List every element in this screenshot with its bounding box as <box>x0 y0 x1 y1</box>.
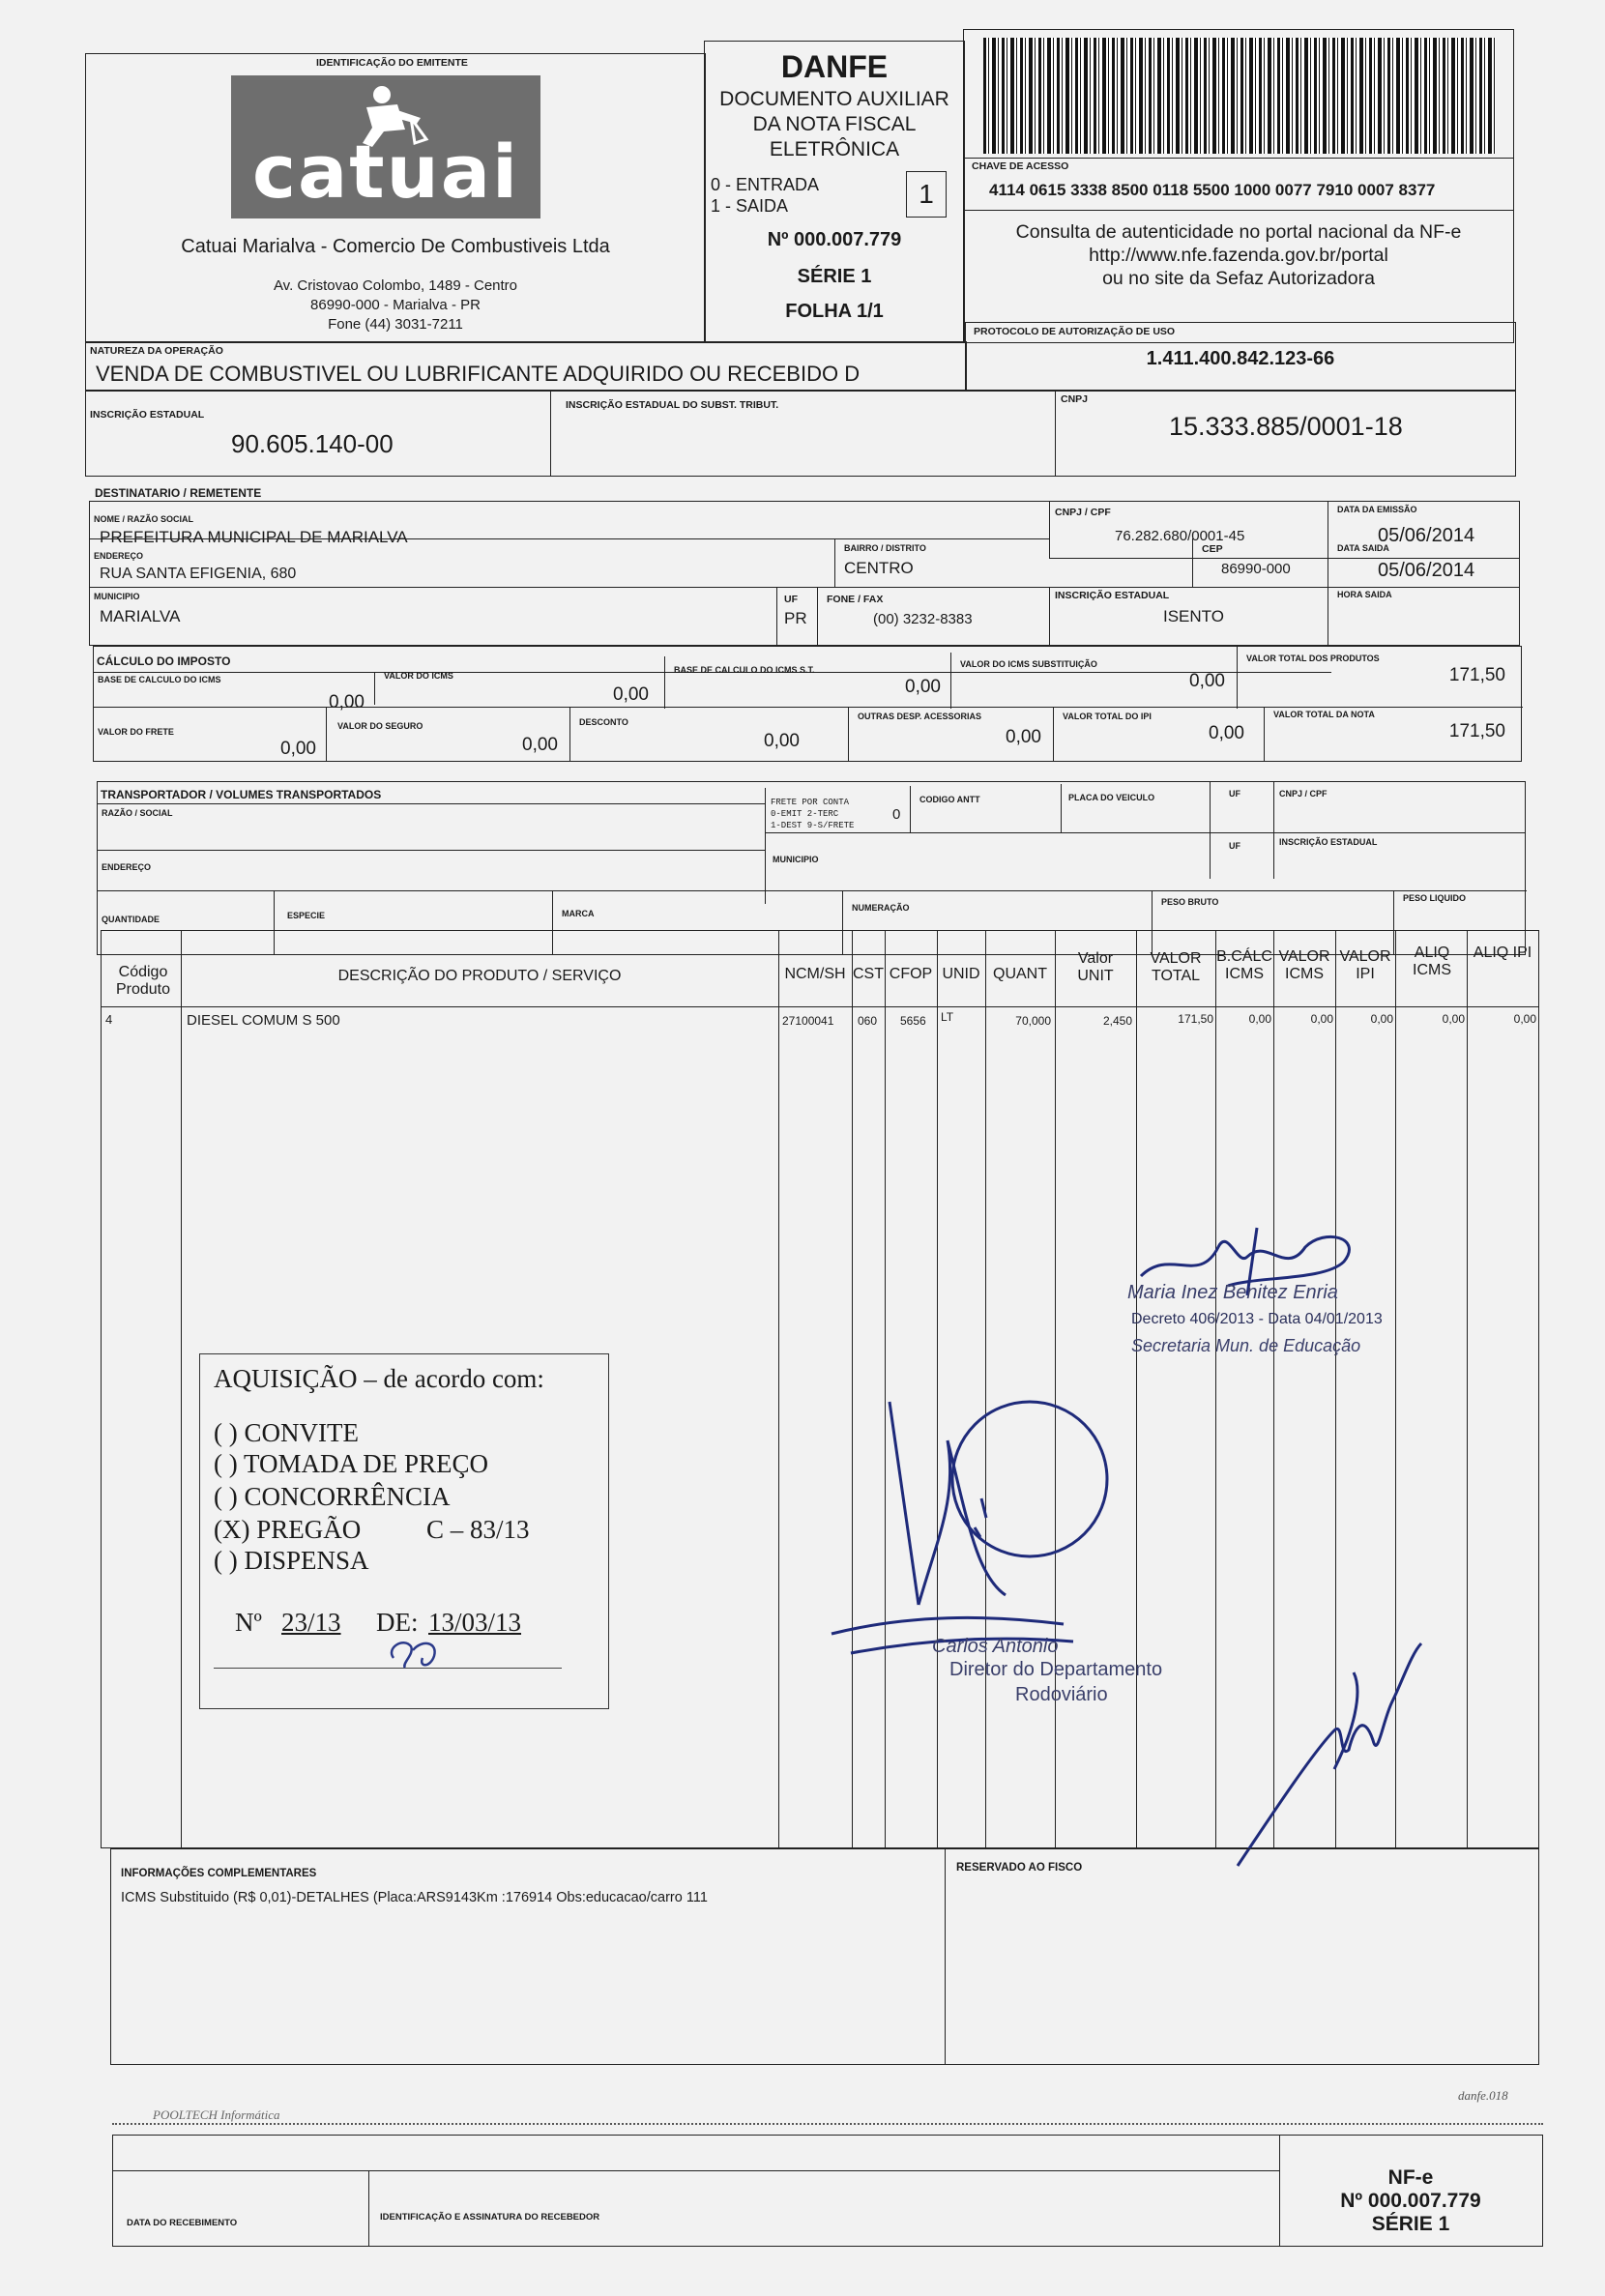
v-icms-label: VALOR DO ICMS <box>384 671 453 681</box>
natureza-value: VENDA DE COMBUSTIVEL OU LUBRIFICANTE ADQUIRIDO OU RECEBIDO D <box>96 362 861 386</box>
software-credit: POOLTECH Informática <box>153 2107 280 2122</box>
transp-ie-label: INSCRIÇÃO ESTADUAL <box>1279 837 1378 847</box>
peso-bruto-label: PESO BRUTO <box>1161 897 1219 907</box>
chave-label: CHAVE DE ACESSO <box>972 160 1069 172</box>
bc-icms: 0,00 <box>329 692 365 712</box>
dest-cep-label: CEP <box>1202 543 1223 555</box>
footer-dotted-line <box>112 2123 1543 2125</box>
stamp-opt4-num: C – 83/13 <box>426 1515 530 1544</box>
ie-label: INSCRIÇÃO ESTADUAL <box>90 409 205 421</box>
frete-l1: FRETE POR CONTA <box>771 798 850 807</box>
seguro: 0,00 <box>522 735 558 755</box>
cnpj-emit-label: CNPJ <box>1061 393 1089 405</box>
row-codigo: 4 <box>105 1012 113 1027</box>
seguro-label: VALOR DO SEGURO <box>337 721 423 731</box>
col-cst: CST <box>853 966 884 982</box>
transp-municipio-label: MUNICIPIO <box>773 855 819 864</box>
emitente-phone: Fone (44) 3031-7211 <box>328 316 463 333</box>
form-code: danfe.018 <box>1458 2088 1508 2103</box>
dest-ie: ISENTO <box>1163 607 1224 625</box>
catuai-logo <box>231 75 540 218</box>
consulta-line3: ou no site da Sefaz Autorizadora <box>1102 268 1375 289</box>
marca-label: MARCA <box>562 909 595 918</box>
v-nota: 171,50 <box>1448 721 1505 741</box>
v-nota-label: VALOR TOTAL DA NOTA <box>1273 710 1375 719</box>
dest-cep: 86990-000 <box>1221 561 1291 577</box>
stamp-opt2: ( ) TOMADA DE PREÇO <box>214 1449 489 1478</box>
info-text: ICMS Substituido (R$ 0,01)-DETALHES (Placa:ARS9143Km :176914 Obs:educacao/carro 111 <box>121 1890 708 1905</box>
sig1-name: Maria Inez Benitez Enria <box>1127 1282 1338 1303</box>
dest-saida: 05/06/2014 <box>1378 560 1475 581</box>
chave-value: 4114 0615 3338 8500 0118 5500 1000 0077 7910 0007 8377 <box>989 181 1436 199</box>
transp-endereco-label: ENDEREÇO <box>102 862 152 872</box>
natureza-box <box>85 341 967 392</box>
footer-nfe: NF-e <box>1387 2166 1434 2189</box>
imposto-section: CÁLCULO DO IMPOSTO <box>97 654 231 668</box>
stamp-num-label: Nº <box>235 1608 262 1637</box>
row-cfop: 5656 <box>900 1014 926 1028</box>
dest-uf: PR <box>784 609 807 627</box>
danfe-numero: Nº 000.007.779 <box>767 229 902 250</box>
danfe-sub1: DOCUMENTO AUXILIAR <box>719 88 949 110</box>
dest-hora-label: HORA SAIDA <box>1337 590 1392 599</box>
col-ncm: NCM/SH <box>784 966 846 982</box>
consulta-line2: http://www.nfe.fazenda.gov.br/portal <box>1089 245 1388 266</box>
danfe-title: DANFE <box>780 49 889 84</box>
ipi-label: VALOR TOTAL DO IPI <box>1063 712 1152 721</box>
acquisition-stamp <box>199 1353 609 1709</box>
col-unid: UNID <box>942 966 980 982</box>
footer-numero: Nº 000.007.779 <box>1340 2190 1481 2212</box>
numeracao-label: NUMERAÇÃO <box>852 903 910 913</box>
dest-municipio: MARIALVA <box>100 607 181 625</box>
uf2-label: UF <box>1229 841 1240 851</box>
destinatario-box <box>89 501 1520 646</box>
row-vicms: 0,00 <box>1310 1012 1333 1026</box>
bc-st: 0,00 <box>905 677 941 697</box>
stamp-de-label: DE: <box>376 1608 419 1637</box>
stamp-opt3: ( ) CONCORRÊNCIA <box>214 1482 451 1511</box>
frete: 0,00 <box>280 739 316 759</box>
peso-liq-label: PESO LIQUIDO <box>1403 893 1467 903</box>
danfe-sub2: DA NOTA FISCAL <box>752 113 917 135</box>
dest-bairro-label: BAIRRO / DISTRITO <box>844 543 926 553</box>
row-cst: 060 <box>858 1014 878 1028</box>
barcode <box>983 38 1496 154</box>
signature-1-icon <box>1112 1208 1373 1324</box>
sig1-line3: Secretaria Mun. de Educação <box>1131 1336 1361 1355</box>
razao-label: RAZÃO / SOCIAL <box>102 808 173 818</box>
dest-emissao-label: DATA DA EMISSÃO <box>1337 505 1417 514</box>
frete-label: VALOR DO FRETE <box>98 727 174 737</box>
col-aipi: ALIQ IPI <box>1473 945 1532 961</box>
frete-l3: 1-DEST 9-S/FRETE <box>771 821 855 830</box>
dest-fone: (00) 3232-8383 <box>873 611 973 627</box>
sig2-line2: Diretor do Departamento <box>949 1659 1163 1680</box>
row-quant: 70,000 <box>1015 1014 1051 1028</box>
frete-l2: 0-EMIT 2-TERC <box>771 809 839 819</box>
v-st-label: VALOR DO ICMS SUBSTITUIÇÃO <box>960 659 1097 669</box>
destinatario-section: DESTINATARIO / REMETENTE <box>95 486 262 500</box>
placa-label: PLACA DO VEICULO <box>1068 793 1155 802</box>
emitente-address2: 86990-000 - Marialva - PR <box>310 297 481 313</box>
antt-label: CODIGO ANTT <box>919 795 980 804</box>
emitente-name: Catuai Marialva - Comercio De Combustiveis Ltda <box>181 236 610 257</box>
dest-saida-label: DATA SAIDA <box>1337 543 1389 553</box>
stamp-num: 23/13 <box>281 1608 341 1637</box>
assinatura-label: IDENTIFICAÇÃO E ASSINATURA DO RECEBEDOR <box>380 2212 600 2223</box>
stamp-opt4: (X) PREGÃO <box>214 1515 362 1544</box>
bc-st-label: BASE DE CALCULO DO ICMS S.T. <box>674 665 815 675</box>
col-vipi: VALOR IPI <box>1339 948 1391 983</box>
danfe-saida: 1 - SAIDA <box>711 196 789 216</box>
dest-cnpj-label: CNPJ / CPF <box>1055 507 1111 518</box>
logo-text: catuai <box>251 129 520 215</box>
stamp-opt5: ( ) DISPENSA <box>214 1546 369 1575</box>
v-st: 0,00 <box>1189 671 1225 691</box>
info-label: INFORMAÇÕES COMPLEMENTARES <box>121 1868 317 1879</box>
desconto: 0,00 <box>764 731 800 751</box>
emitente-box <box>85 53 706 343</box>
quantidade-label: QUANTIDADE <box>102 915 160 924</box>
emitente-section-label: IDENTIFICAÇÃO DO EMITENTE <box>316 57 468 69</box>
signature-2-icon <box>812 1382 1122 1672</box>
natureza-label: NATUREZA DA OPERAÇÃO <box>90 345 223 357</box>
bc-icms-label: BASE DE CALCULO DO ICMS <box>98 675 221 684</box>
ipi: 0,00 <box>1209 723 1244 743</box>
col-codigo: Código Produto <box>115 964 171 999</box>
initials-signature-icon <box>384 1629 452 1677</box>
imposto-box <box>93 646 1522 762</box>
protocolo-label: PROTOCOLO DE AUTORIZAÇÃO DE USO <box>974 326 1176 337</box>
desconto-label: DESCONTO <box>579 717 628 727</box>
col-vunit: Valor UNIT <box>1077 950 1114 985</box>
protocolo-value: 1.411.400.842.123-66 <box>1146 348 1335 369</box>
row-ncm: 27100041 <box>782 1014 834 1028</box>
protocolo-box <box>965 322 1516 392</box>
transp-cnpj-label: CNPJ / CPF <box>1279 789 1328 799</box>
danfe-sub3: ELETRÔNICA <box>769 138 900 160</box>
dest-nome-label: NOME / RAZÃO SOCIAL <box>94 514 193 524</box>
col-aicms: ALIQ ICMS <box>1413 945 1451 979</box>
ie-value: 90.605.140-00 <box>231 429 394 458</box>
transporte-box <box>97 781 1526 955</box>
row-bc: 0,00 <box>1248 1012 1271 1026</box>
dest-municipio-label: MUNICIPIO <box>94 592 140 601</box>
v-prod: 171,50 <box>1448 665 1505 685</box>
col-vtotal: VALOR TOTAL <box>1150 950 1202 985</box>
ie-row <box>85 390 1516 477</box>
col-bc: B.CÁLC ICMS <box>1216 948 1272 983</box>
footer-serie: SÉRIE 1 <box>1371 2213 1450 2235</box>
danfe-serie: SÉRIE 1 <box>797 266 872 287</box>
signature-3-icon <box>1218 1634 1441 1885</box>
outras: 0,00 <box>1006 727 1041 747</box>
chave-box <box>963 29 1514 343</box>
dest-endereco: RUA SANTA EFIGENIA, 680 <box>100 566 297 582</box>
stamp-opt1: ( ) CONVITE <box>214 1418 359 1447</box>
danfe-entrada: 0 - ENTRADA <box>711 175 820 194</box>
row-unid: LT <box>941 1010 954 1024</box>
v-icms: 0,00 <box>613 684 649 705</box>
emitente-address1: Av. Cristovao Colombo, 1489 - Centro <box>273 277 518 294</box>
dest-ie-label: INSCRIÇÃO ESTADUAL <box>1055 590 1170 601</box>
row-vipi: 0,00 <box>1370 1012 1393 1026</box>
dest-nome: PREFEITURA MUNICIPAL DE MARIALVA <box>100 528 408 546</box>
row-aicms: 0,00 <box>1442 1012 1465 1026</box>
col-vicms: VALOR ICMS <box>1278 948 1330 983</box>
cnpj-emit-value: 15.333.885/0001-18 <box>1169 412 1403 441</box>
recebimento-label: DATA DO RECEBIMENTO <box>127 2218 238 2228</box>
row-aipi: 0,00 <box>1513 1012 1536 1026</box>
v-prod-label: VALOR TOTAL DOS PRODUTOS <box>1246 654 1380 663</box>
dest-emissao: 05/06/2014 <box>1378 525 1475 546</box>
dest-bairro: CENTRO <box>844 559 914 577</box>
stamp-title: AQUISIÇÃO – de acordo com: <box>214 1364 544 1393</box>
danfe-tipo: 1 <box>906 171 947 218</box>
col-cfop: CFOP <box>889 966 933 982</box>
sig2-line3: Rodoviário <box>1015 1684 1108 1705</box>
row-descricao: DIESEL COMUM S 500 <box>187 1012 340 1029</box>
transporte-section: TRANSPORTADOR / VOLUMES TRANSPORTADOS <box>101 788 382 801</box>
stamp-date: 13/03/13 <box>428 1608 522 1637</box>
especie-label: ESPECIE <box>287 911 326 920</box>
dest-uf-label: UF <box>784 594 798 605</box>
dest-cnpj: 76.282.680/0001-45 <box>1115 528 1245 544</box>
danfe-folha: FOLHA 1/1 <box>785 301 884 322</box>
ie-st-label: INSCRIÇÃO ESTADUAL DO SUBST. TRIBUT. <box>566 399 779 411</box>
frete-val: 0 <box>892 806 901 823</box>
recebimento-box <box>112 2135 1543 2247</box>
uf-label: UF <box>1229 789 1240 799</box>
dest-endereco-label: ENDEREÇO <box>94 551 144 561</box>
fisco-label: RESERVADO AO FISCO <box>956 1862 1083 1874</box>
danfe-box <box>704 41 965 343</box>
row-vtotal: 171,50 <box>1178 1012 1213 1026</box>
dest-fone-label: FONE / FAX <box>827 594 884 605</box>
sig2-name: Carlos Antonio <box>932 1636 1059 1657</box>
sig1-line2: Decreto 406/2013 - Data 04/01/2013 <box>1131 1311 1383 1327</box>
info-box <box>110 1848 1539 2065</box>
row-vunit: 2,450 <box>1102 1014 1132 1028</box>
col-descricao: DESCRIÇÃO DO PRODUTO / SERVIÇO <box>337 968 622 984</box>
col-quant: QUANT <box>993 966 1047 982</box>
outras-label: OUTRAS DESP. ACESSORIAS <box>858 712 982 721</box>
consulta-line1: Consulta de autenticidade no portal nacional da NF-e <box>1015 221 1462 243</box>
